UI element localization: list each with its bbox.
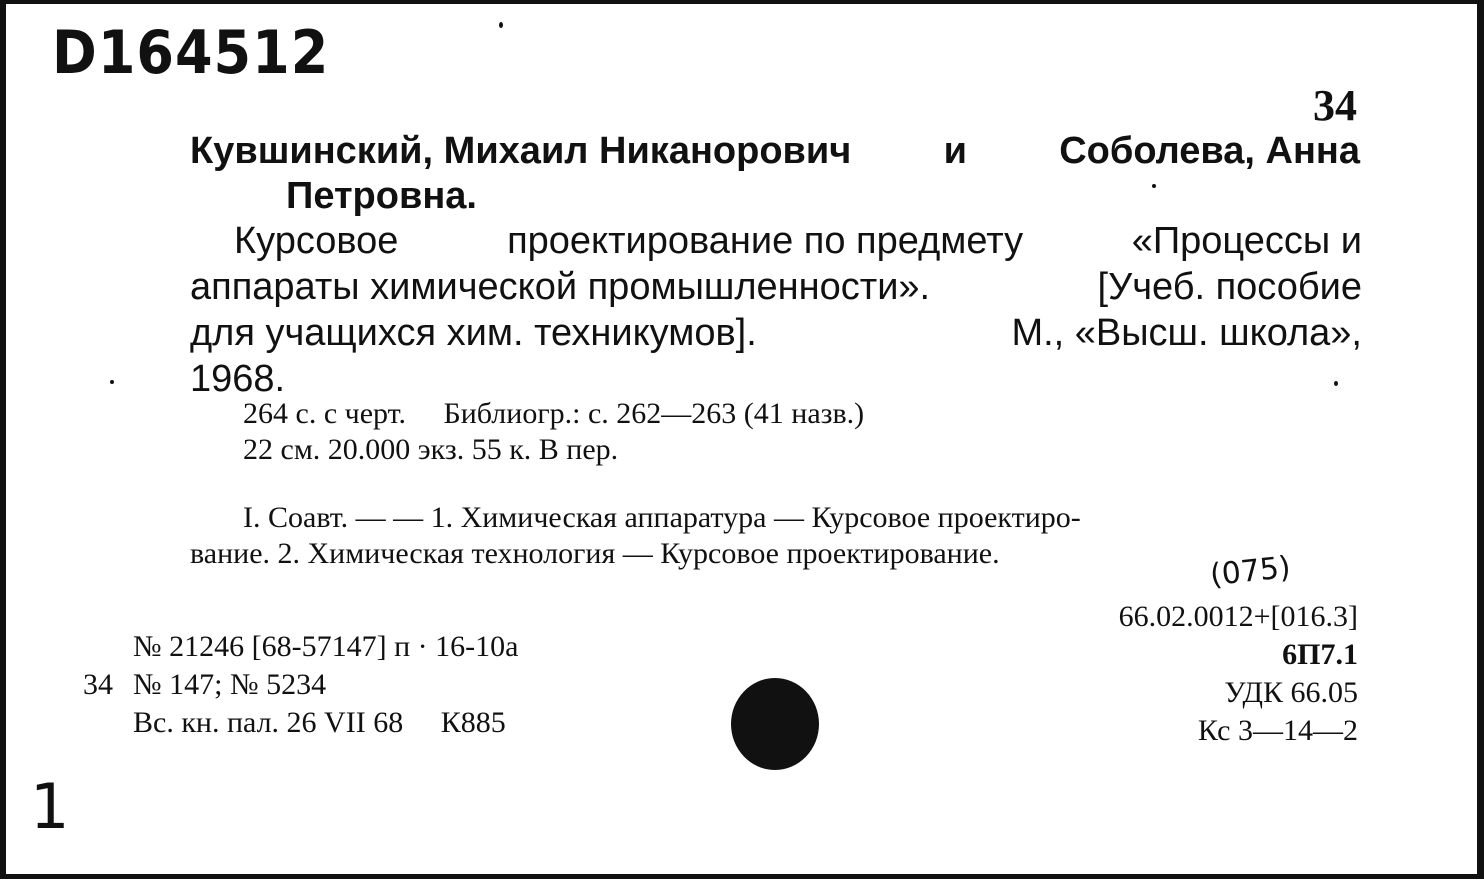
classification-codes: [1119, 598, 1358, 750]
author-conjunction: и: [943, 130, 967, 172]
first-author: Кувшинский, Михаил Никанорович: [190, 130, 852, 172]
ink-speck: [499, 22, 503, 28]
card-border-bottom: [0, 874, 1484, 879]
second-author: Соболева, Анна: [1059, 130, 1360, 172]
physical-line-1: 264 с. с черт. Библиогр.: с. 262—263 (41 назв.): [243, 397, 865, 430]
ink-speck: [110, 380, 114, 384]
title-line-4: 1968.: [190, 358, 286, 400]
second-author-continued: Петровна.: [286, 175, 477, 217]
card-border-right: [1477, 0, 1484, 879]
card-number: 34: [1313, 81, 1357, 130]
card-border-top: [0, 0, 1484, 4]
classification-line-1: 66.02.0012+[016.3]: [1118, 600, 1358, 633]
title-line-2: аппараты химической промышленности». [Учеб. пособие: [190, 266, 1362, 308]
handwritten-insert: (075): [1208, 549, 1293, 594]
tracing-line-2: вание. 2. Химическая технология — Курсовое проектирование.: [190, 537, 1000, 570]
punch-hole: [731, 678, 819, 770]
title-statement: [190, 218, 1362, 402]
ink-speck: [1152, 184, 1156, 188]
ink-speck: [1334, 381, 1338, 386]
registration-line-2: 34 № 147; № 5234: [133, 666, 518, 704]
subject-tracings: [190, 500, 1360, 572]
classification-line-2: 6П7.1: [1282, 638, 1358, 671]
handwritten-code: D164512: [52, 18, 330, 88]
tracing-line-1: I. Соавт. — — 1. Химическая аппаратура — Курсовое проектиро-: [243, 501, 1081, 534]
physical-line-2: 22 см. 20.000 экз. 55 к. В пер.: [243, 433, 619, 466]
registration-line-3: Вс. кн. пал. 26 VII 68 К885: [133, 706, 506, 739]
kc-code: Кс 3—14—2: [1197, 714, 1358, 747]
title-line-1: Курсовое проектирование по предмету «Процессы и: [234, 220, 1362, 262]
registration-line-1: № 21246 [68-57147] п · 16-10а: [133, 630, 519, 663]
physical-description: [243, 396, 864, 468]
card-border-left: [0, 0, 6, 879]
author-heading: [190, 130, 1360, 218]
registration-info: [83, 628, 519, 742]
udc-code: УДК 66.05: [1224, 676, 1358, 709]
registration-prefix: 34: [83, 668, 113, 701]
title-line-3: для учащихся хим. техникумов]. М., «Высш. школа»,: [190, 312, 1362, 354]
handwritten-mark: 1: [30, 770, 70, 843]
